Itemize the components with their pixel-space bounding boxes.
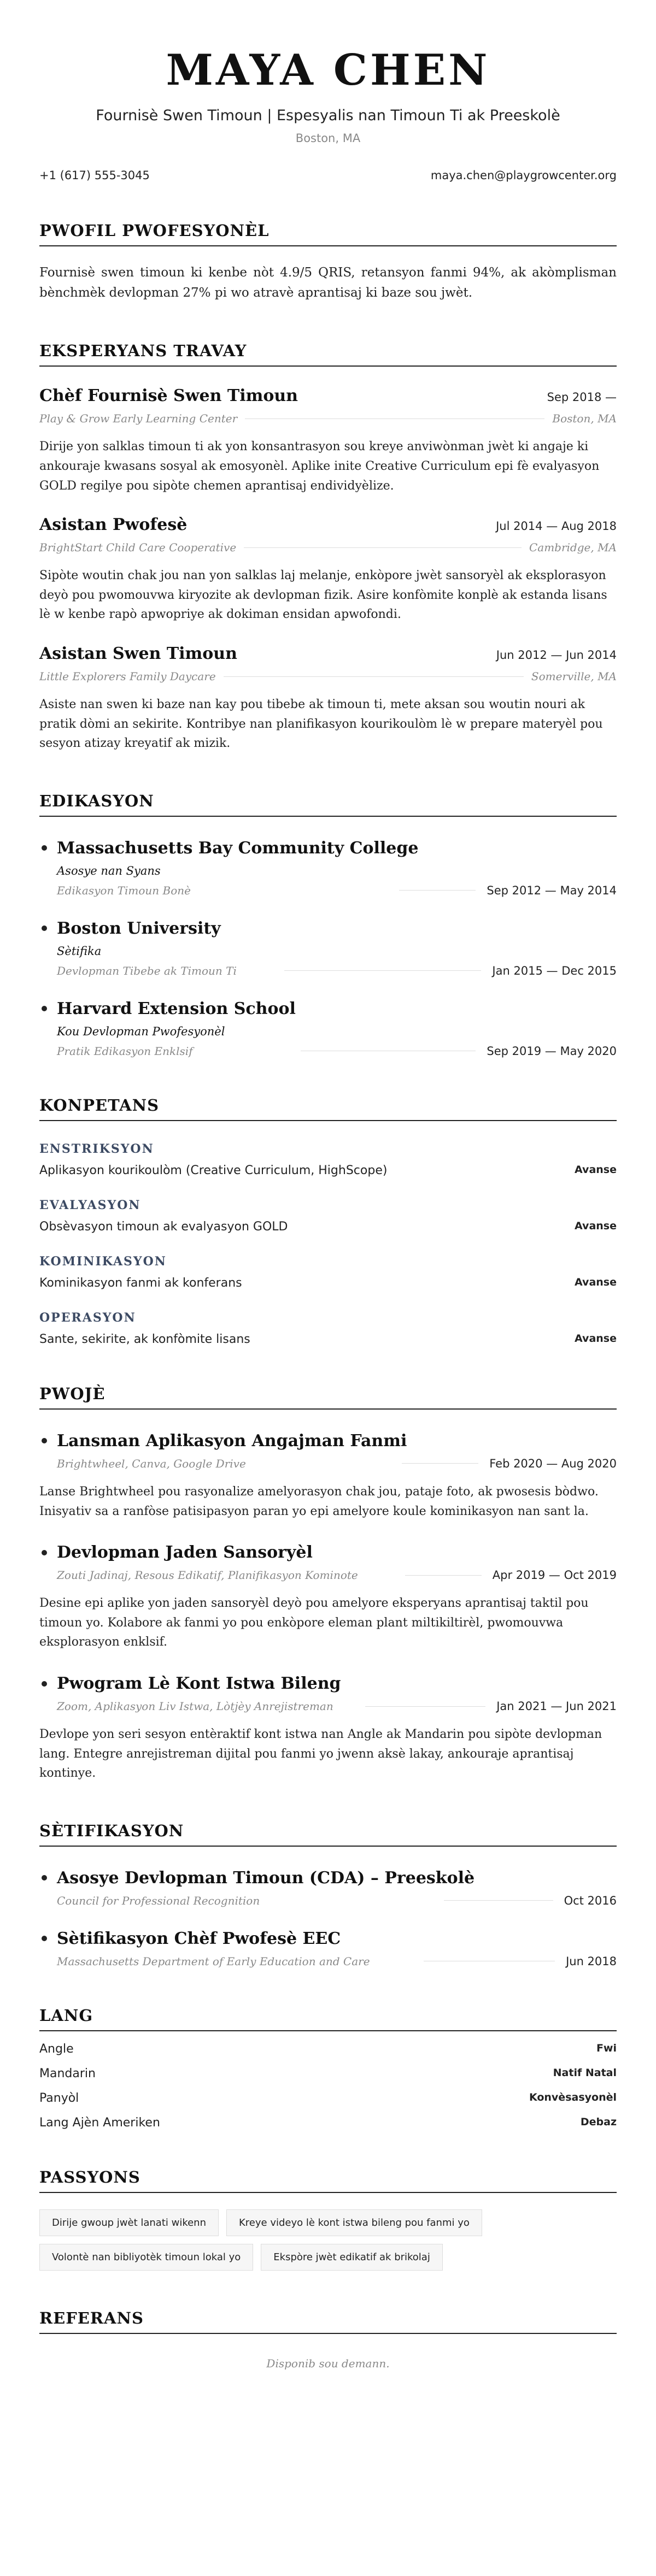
bullet-icon xyxy=(42,1936,47,1941)
project-dates: Apr 2019 — Oct 2019 xyxy=(492,1569,617,1582)
leader-line xyxy=(405,1575,482,1576)
school-name: Boston University xyxy=(57,918,221,938)
interest-tag: Ekspòre jwèt edikatif ak brikolaj xyxy=(261,2244,443,2271)
projects-section xyxy=(39,1384,617,1783)
section-title-skills: KONPETANS xyxy=(39,1096,617,1121)
profile-summary: Fournisè swen timoun ki kenbe nòt 4.9/5 QRIS, retansyon fanmi 94%, ak akòmplisman bènchmèk devlopman 27% pi wo atravè aprantisaj ki baze sou jwèt. xyxy=(39,265,617,300)
leader-line xyxy=(245,418,544,419)
language-level: Fwi xyxy=(596,2042,617,2054)
skill-group xyxy=(39,1254,617,1290)
section-title-experience: EKSPERYANS TRAVAY xyxy=(39,341,617,367)
bullet-icon xyxy=(42,926,47,931)
language-row xyxy=(39,2091,617,2105)
language-name: Lang Ajèn Ameriken xyxy=(39,2115,160,2130)
education-dates: Sep 2019 — May 2020 xyxy=(487,1044,617,1058)
certification-issuer: Massachusetts Department of Early Education and Care xyxy=(57,1954,370,1968)
certification-entry xyxy=(39,1929,617,1968)
candidate-location: Boston, MA xyxy=(295,131,361,145)
job-title: Asistan Pwofesè xyxy=(39,515,188,535)
leader-line xyxy=(224,676,524,677)
bullet-icon xyxy=(42,1438,47,1443)
education-dates: Sep 2012 — May 2014 xyxy=(487,883,617,897)
project-tools: Brightwheel, Canva, Google Drive xyxy=(57,1457,246,1470)
skill-level: Avanse xyxy=(575,1276,617,1288)
project-title: Pwogram Lè Kont Istwa Bileng xyxy=(57,1674,341,1694)
project-dates: Jan 2021 — Jun 2021 xyxy=(496,1700,617,1713)
profile-section xyxy=(39,221,617,304)
bullet-icon xyxy=(42,1681,47,1687)
field-of-study: Edikasyon Timoun Bonè xyxy=(57,883,191,897)
section-title-languages: LANG xyxy=(39,2006,617,2031)
skill-group xyxy=(39,1311,617,1346)
project-title: Devlopman Jaden Sansoryèl xyxy=(57,1543,313,1563)
language-row xyxy=(39,2042,617,2056)
project-tools: Zouti Jadinaj, Resous Edikatif, Planifikasyon Kominote xyxy=(57,1569,358,1582)
project-description: Desine epi aplike yon jaden sansoryèl deyò pou amelyore eksperyans aprantisaj taktil pou timoun yo. Kolabore ak fanmi yo pou enkòpore eleman plant miltikiltirèl, pwomouvwa eksplorasyon enklsif. xyxy=(39,1596,589,1649)
leader-line xyxy=(402,1463,478,1464)
skill-level: Avanse xyxy=(575,1332,617,1345)
job-organization: BrightStart Child Care Cooperative xyxy=(39,541,237,555)
section-title-education: EDIKASYON xyxy=(39,792,617,817)
leader-line xyxy=(399,890,476,891)
certification-date: Jun 2018 xyxy=(566,1954,617,1968)
language-name: Angle xyxy=(39,2042,74,2056)
job-entry xyxy=(39,515,617,624)
education-dates: Jan 2015 — Dec 2015 xyxy=(492,964,617,977)
candidate-tagline: Fournisè Swen Timoun | Espesyalis nan Timoun Ti ak Preeskolè xyxy=(96,107,560,124)
experience-section xyxy=(39,341,617,753)
skill-group xyxy=(39,1198,617,1234)
language-level: Debaz xyxy=(580,2115,617,2128)
skill-category: ENSTRIKSYON xyxy=(39,1141,154,1156)
section-title-interests: PASSYONS xyxy=(39,2168,617,2193)
language-name: Panyòl xyxy=(39,2091,79,2105)
job-title: Asistan Swen Timoun xyxy=(39,644,237,664)
bullet-icon xyxy=(42,845,47,851)
job-organization: Play & Grow Early Learning Center xyxy=(39,412,238,426)
project-tools: Zoom, Aplikasyon Liv Istwa, Lòtjèy Anrejistreman xyxy=(57,1700,333,1713)
degree: Sètifika xyxy=(57,944,102,958)
degree: Asosye nan Syans xyxy=(57,864,161,877)
education-entry xyxy=(39,919,617,977)
skill-name: Kominikasyon fanmi ak konferans xyxy=(39,1276,242,1290)
job-description: Asiste nan swen ki baze nan kay pou tibebe ak timoun ti, mete aksan sou woutin nouri ak pratik dòmi an sekirite. Kontribye nan planifikasyon kourikoulòm lè w prepare materyèl pou sesyon atizay kreyatif ak mizik. xyxy=(39,698,603,751)
leader-line xyxy=(444,1900,553,1901)
candidate-name: MAYA CHEN xyxy=(166,45,490,95)
language-level: Konvèsasyonèl xyxy=(529,2091,617,2103)
certification-entry xyxy=(39,1868,617,1907)
skill-name: Obsèvasyon timoun ak evalyasyon GOLD xyxy=(39,1219,288,1234)
skills-section xyxy=(39,1096,617,1346)
education-entry xyxy=(39,999,617,1058)
skill-level: Avanse xyxy=(575,1163,617,1176)
section-title-certifications: SÈTIFIKASYON xyxy=(39,1822,617,1847)
job-title: Chèf Fournisè Swen Timoun xyxy=(39,386,298,406)
interest-tag: Volontè nan bibliyotèk timoun lokal yo xyxy=(39,2244,253,2271)
contact-row xyxy=(39,169,617,182)
skill-name: Sante, sekirite, ak konfòmite lisans xyxy=(39,1332,250,1346)
job-location: Somerville, MA xyxy=(531,670,617,683)
field-of-study: Devlopman Tibebe ak Timoun Ti xyxy=(57,964,237,977)
skill-level: Avanse xyxy=(575,1219,617,1232)
language-level: Natif Natal xyxy=(553,2066,617,2079)
job-dates: Jul 2014 — Aug 2018 xyxy=(496,520,617,533)
skill-category: EVALYASYON xyxy=(39,1198,141,1212)
email-address: maya.chen@playgrowcenter.org xyxy=(430,168,617,182)
job-entry xyxy=(39,644,617,753)
education-entry xyxy=(39,839,617,897)
project-title: Lansman Aplikasyon Angajman Fanmi xyxy=(57,1431,407,1451)
resume-header xyxy=(39,47,617,182)
school-name: Harvard Extension School xyxy=(57,999,296,1018)
project-entry xyxy=(39,1674,617,1783)
job-description: Dirije yon salklas timoun ti ak yon konsantrasyon sou kreye anviwònman jwèt ki angaje ki ankouraje kwasans sosyal ak emosyonèl. Aplike inite Creative Curriculum epi fè evalyasyon GOLD regilye pou sipòte chemen aprantisaj endividyèlize. xyxy=(39,440,600,493)
bullet-icon xyxy=(42,1550,47,1555)
job-location: Cambridge, MA xyxy=(529,541,617,555)
section-title-profile: PWOFIL PWOFESYONÈL xyxy=(39,221,617,246)
interest-tag: Kreye videyo lè kont istwa bileng pou fanmi yo xyxy=(226,2209,482,2236)
leader-line xyxy=(365,1706,485,1707)
leader-line xyxy=(244,547,522,548)
certification-title: Sètifikasyon Chèf Pwofesè EEC xyxy=(57,1929,341,1948)
project-entry xyxy=(39,1431,617,1521)
languages-section xyxy=(39,2006,617,2130)
skill-group xyxy=(39,1142,617,1177)
job-location: Boston, MA xyxy=(552,412,617,426)
project-description: Devlope yon seri sesyon entèraktif kont istwa nan Angle ak Mandarin pou sipòte devlopman lang. Entegre anrejistreman dijital pou fanmi yo jwenn aksè lakay, ankouraje aprantisaj kontinye. xyxy=(39,1728,602,1781)
section-title-projects: PWOJÈ xyxy=(39,1384,617,1410)
certification-title: Asosye Devlopman Timoun (CDA) – Preeskolè xyxy=(57,1868,475,1888)
project-entry xyxy=(39,1543,617,1652)
skill-category: OPERASYON xyxy=(39,1310,136,1325)
certification-issuer: Council for Professional Recognition xyxy=(57,1894,260,1907)
references-note: Disponib sou demann. xyxy=(266,2356,390,2370)
section-title-references: REFERANS xyxy=(39,2309,617,2334)
leader-line xyxy=(284,970,481,971)
language-name: Mandarin xyxy=(39,2066,96,2080)
job-organization: Little Explorers Family Daycare xyxy=(39,670,216,683)
degree: Kou Devlopman Pwofesyonèl xyxy=(57,1024,225,1038)
education-section xyxy=(39,792,617,1058)
bullet-icon xyxy=(42,1875,47,1881)
job-entry xyxy=(39,386,617,496)
bullet-icon xyxy=(42,1006,47,1011)
skill-name: Aplikasyon kourikoulòm (Creative Curriculum, HighScope) xyxy=(39,1163,388,1177)
school-name: Massachusetts Bay Community College xyxy=(57,838,419,858)
job-dates: Sep 2018 — xyxy=(547,391,617,404)
language-row xyxy=(39,2067,617,2080)
job-description: Sipòte woutin chak jou nan yon salklas laj melanje, enkòpore jwèt sansoryèl ak eksplorasyon deyò pou pwomouvwa kiryozite ak devlopman fizik. Asire konfòmite konplè ak estanda lisans lè w kenbe rapò apwopriye ak dokiman ensidan apwofondi. xyxy=(39,569,607,622)
certifications-section xyxy=(39,1822,617,1968)
interests-section xyxy=(39,2168,617,2271)
phone-number: +1 (617) 555-3045 xyxy=(39,168,150,182)
references-section xyxy=(39,2309,617,2370)
job-dates: Jun 2012 — Jun 2014 xyxy=(496,649,617,662)
interest-tag: Dirije gwoup jwèt lanati wikenn xyxy=(39,2209,219,2236)
field-of-study: Pratik Edikasyon Enklsif xyxy=(57,1044,193,1058)
project-dates: Feb 2020 — Aug 2020 xyxy=(489,1457,617,1470)
project-description: Lanse Brightwheel pou rasyonalize amelyorasyon chak jou, pataje foto, ak pwosesis bòdwo. Inisyativ sa a ranfòse patisipasyon paran yo epi amelyore koule kominikasyon nan sant la. xyxy=(39,1484,599,1518)
skill-category: KOMINIKASYON xyxy=(39,1254,167,1269)
language-row xyxy=(39,2116,617,2130)
certification-date: Oct 2016 xyxy=(564,1894,617,1907)
